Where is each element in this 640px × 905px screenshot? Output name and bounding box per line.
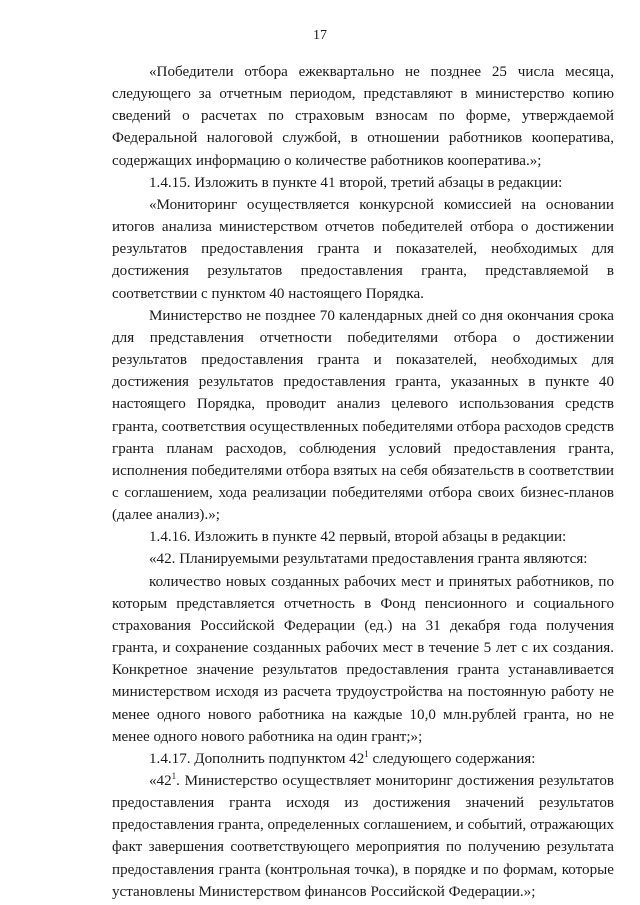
paragraph-point-42-1 <box>112 770 614 903</box>
superscript: 1 <box>364 748 369 759</box>
paragraph-monitoring: «Мониторинг осуществляется конкурсной комиссией на основании итогов анализа министерством отчетов победителей отбора о достижении результатов предоставления гранта и показателей, необходимых для достижения результатов предоставления гранта, представляемой в соответствии с пунктом 40 настоящего Порядка. <box>112 196 614 302</box>
paragraph-item-1-4-16: 1.4.16. Изложить в пункте 42 первый, второй абзацы в редакции: <box>149 529 567 546</box>
superscript: 1 <box>171 771 177 781</box>
page-number: 17 <box>313 28 327 43</box>
document-body <box>112 61 614 903</box>
text-segment: «42 <box>149 773 172 789</box>
paragraph-item-1-4-15: 1.4.15. Изложить в пункте 41 второй, третий абзацы в редакции: <box>149 174 563 191</box>
text-segment: 1.4.17. Дополнить подпунктом 42 <box>149 750 365 767</box>
paragraph-point-42: «42. Планируемыми результатами предоставления гранта являются: <box>149 551 588 568</box>
paragraph-item-1-4-17 <box>112 748 614 770</box>
paragraph-ministry-analysis: Министерство не позднее 70 календарных дней со дня окончания срока для представления отчетности победителями отбора о достижении результатов предоставления гранта и показателей, необходимых для достижения результатов предоставления гранта, указанных в пункте 40 настоящего Порядка, проводит анализ целевого использования средств гранта, соответствия осуществленных победителями отбора расходов средств гранта планам расходов, соблюдения условий предоставления гранта, исполнения победителями отбора взятых на себя обязательств в соответствии с соглашением, хода реализации победителями отбора своих бизнес-планов (далее анализ).»; <box>112 307 614 524</box>
text-segment: следующего содержания: <box>368 750 536 767</box>
text-segment: . Министерство осуществляет мониторинг достижения результатов предоставления гранта исходя из достижения значений результатов предоставления гранта, определенных соглашением, и событий, отражающих факт завершения соответствующего мероприятия по получению результата предоставления гранта (контрольная точка), в порядке и по формам, которые установлены Министерством финансов Российской Федерации.»; <box>112 773 614 900</box>
paragraph-reporting-winners: «Победители отбора ежеквартально не позднее 25 числа месяца, следующего за отчетным периодом, представляют в министерство копию сведений о расчетах по страховым взносам по форме, утверждаемой Федеральной налоговой службой, в отношении работников кооператива, содержащих информацию о количестве работников кооператива.»; <box>112 64 614 169</box>
paragraph-new-jobs: количество новых созданных рабочих мест и принятых работников, по которым представляется отчетность в Фонд пенсионного и социального страхования Российской Федерации (ед.) на 31 декабря года получения гранта, и сохранение созданных рабочих мест в течение 5 лет с их создания. Конкретное значение результатов предоставления гранта устанавливается министерством исходя из расчета трудоустройства на постоянную работу не менее одного нового работника на каждые 10,0 млн.рублей гранта, но не менее одного нового работника на один грант;»; <box>112 573 614 745</box>
